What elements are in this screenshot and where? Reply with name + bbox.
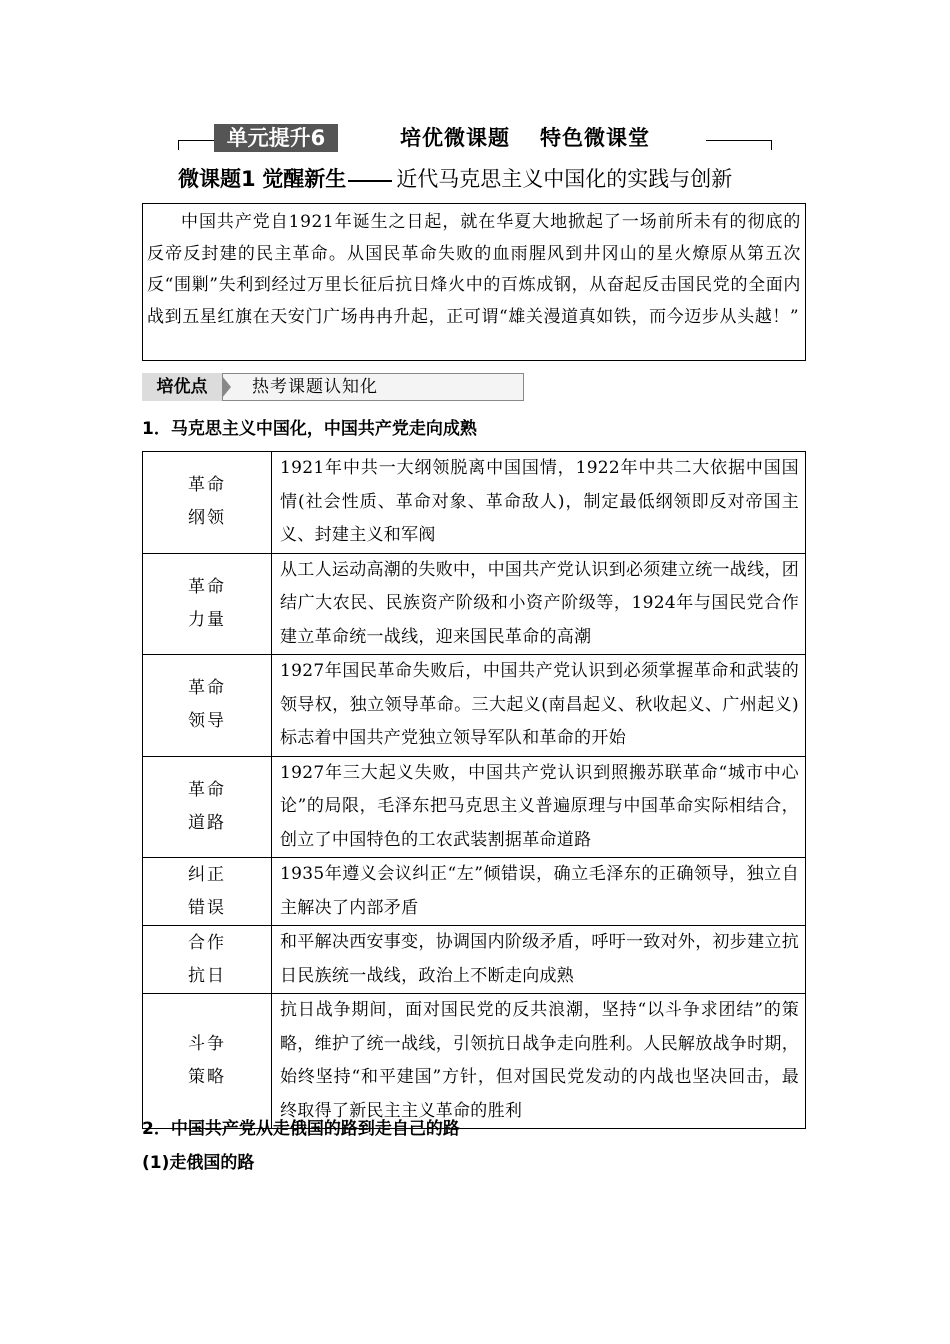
chevron-right-icon <box>222 376 231 398</box>
row-label <box>143 994 272 1129</box>
row-content: 抗日战争期间，面对国民党的反共浪潮，坚持“以斗争求团结”的策略，维护了统一战线，引领抗日战争走向胜利。人民解放战争时期，始终坚持“和平建国”方针，但对国民党发动的内战也坚决回击，最终取得了新民主主义革命的胜利 <box>272 994 806 1129</box>
row-label-line1: 合作 <box>188 932 226 953</box>
row-label-line1: 革命 <box>188 576 226 597</box>
row-label-line2: 抗日 <box>188 965 226 986</box>
topic-number: 微课题1 <box>178 167 256 191</box>
intro-paragraph: 中国共产党自1921年诞生之日起，就在华夏大地掀起了一场前所未有的彻底的反帝反封建的民主革命。从国民革命失败的血雨腥风到井冈山的星火燎原从第五次反“围剿”失利到经过万里长征后抗日烽火中的百炼成钢，从奋起反击国民党的全面内战到五星红旗在天安门广场冉冉升起，正可谓“雄关漫道真如铁，而今迈步从头越！” <box>147 212 801 327</box>
row-label <box>143 858 272 926</box>
row-label-line2: 纲领 <box>188 508 226 529</box>
row-label-line1: 革命 <box>188 678 226 699</box>
row-content: 1935年遵义会议纠正“左”倾错误，确立毛泽东的正确领导，独立自主解决了内部矛盾 <box>272 858 806 926</box>
table-row <box>143 858 806 926</box>
row-label-line1: 纠正 <box>188 864 226 885</box>
banner-rule-right-tick <box>771 140 772 150</box>
topic-description: 近代马克思主义中国化的实践与创新 <box>396 167 733 191</box>
section-tag <box>142 373 524 403</box>
row-label-line2: 策略 <box>188 1067 226 1087</box>
row-content: 1927年国民革命失败后，中国共产党认识到必须掌握革命和武装的领导权，独立领导革命。三大起义(南昌起义、秋收起义、广州起义)标志着中国共产党独立领导军队和革命的开始 <box>272 655 806 757</box>
table-row <box>143 756 806 858</box>
banner-title-b: 特色微课堂 <box>540 126 650 150</box>
row-label-line2: 错误 <box>188 897 226 918</box>
row-content: 从工人运动高潮的失败中，中国共产党认识到必须建立统一战线，团结广大农民、民族资产阶级和小资产阶级等，1924年与国民党合作建立革命统一战线，迎来国民革命的高潮 <box>272 553 806 655</box>
row-label-line2: 领导 <box>188 711 226 732</box>
section-tag-label: 培优点 <box>142 373 223 401</box>
row-label-line1: 革命 <box>188 475 226 496</box>
row-label-line2: 力量 <box>188 609 226 630</box>
row-label-line1: 斗争 <box>188 1034 226 1054</box>
row-content: 和平解决西安事变，协调国内阶级矛盾，呼吁一致对外，初步建立抗日民族统一战线，政治上不断走向成熟 <box>272 926 806 994</box>
topic-name: 觉醒新生 <box>262 167 347 191</box>
row-content: 1921年中共一大纲领脱离中国国情，1922年中共二大依据中国国情(社会性质、革命对象、革命敌人)，制定最低纲领即反对帝国主义、封建主义和军阀 <box>272 452 806 554</box>
section-tag-text: 热考课题认知化 <box>252 377 378 397</box>
row-label-line2: 道路 <box>188 812 226 833</box>
table-row <box>143 926 806 994</box>
heading-2: 2．中国共产党从走俄国的路到走自己的路 <box>142 1119 460 1139</box>
banner-title-a: 培优微课题 <box>400 126 510 150</box>
row-label-line1: 革命 <box>188 779 226 800</box>
page-subtitle <box>178 162 778 196</box>
title-dash <box>348 180 392 182</box>
content-table <box>142 451 806 1129</box>
row-label <box>143 553 272 655</box>
unit-tag: 单元提升6 <box>214 124 338 152</box>
banner-title <box>400 124 650 152</box>
row-label <box>143 452 272 554</box>
banner-rule-left-tick <box>178 140 179 150</box>
heading-1: 1．马克思主义中国化，中国共产党走向成熟 <box>142 419 477 439</box>
table-row <box>143 452 806 554</box>
table-row <box>143 553 806 655</box>
banner-rule-left <box>178 140 214 141</box>
table-row <box>143 994 806 1129</box>
row-label <box>143 655 272 757</box>
banner-rule-right <box>706 140 772 141</box>
unit-banner <box>178 124 772 154</box>
intro-box <box>142 203 806 361</box>
heading-3: (1)走俄国的路 <box>142 1153 255 1173</box>
row-label <box>143 756 272 858</box>
row-label <box>143 926 272 994</box>
table-row <box>143 655 806 757</box>
row-content: 1927年三大起义失败，中国共产党认识到照搬苏联革命“城市中心论”的局限，毛泽东把马克思主义普遍原理与中国革命实际相结合，创立了中国特色的工农武装割据革命道路 <box>272 756 806 858</box>
